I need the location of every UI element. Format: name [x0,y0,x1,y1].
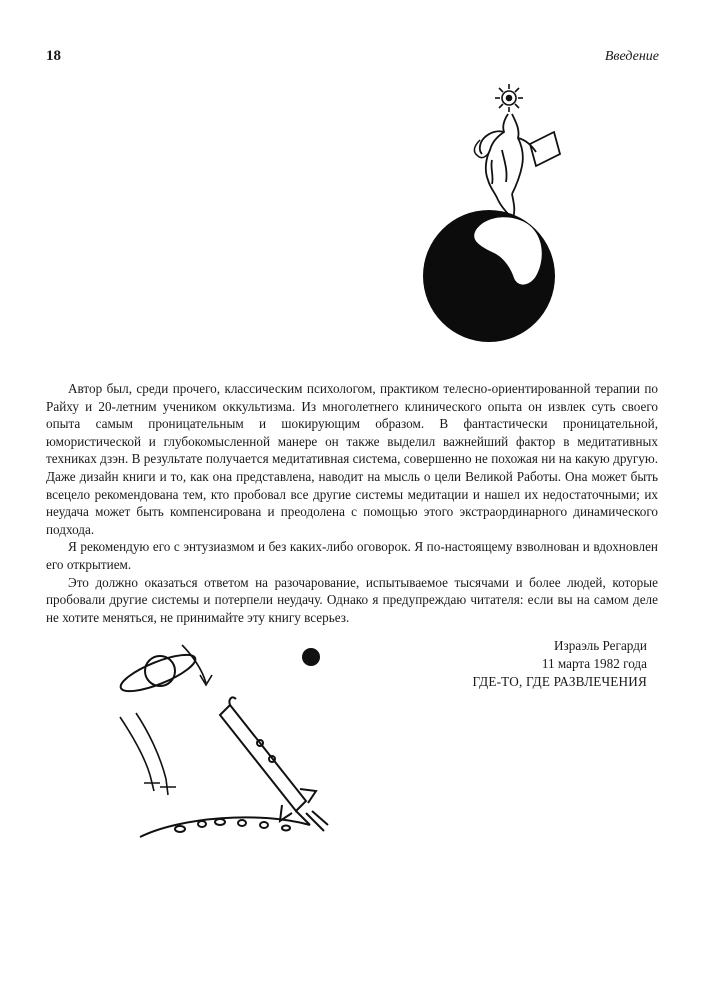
black-planet-icon [423,210,555,342]
rocket-icon [220,697,328,831]
body-text [46,380,658,626]
moon-surface-icon [140,817,310,837]
shooting-stars-icon [120,713,176,795]
paragraph-2: Я рекомендую его с энтузиазмом и без каких-либо оговорок. Я по-настоящему взволнован и вдохновлен его открытием. [46,539,658,572]
radiant-sun-icon [495,84,523,112]
page-number: 18 [46,48,61,64]
paragraph-3: Это должно оказаться ответом на разочарование, испытываемое тысячами и более людей, которые пробовали другие системы и потерпели неудачу. Однако я предупреждаю читателя: если вы на самом деле не хотите меняться, не принимайте эту книгу всерьез. [46,574,658,625]
signature-block [472,637,647,691]
small-moon-icon [302,648,320,666]
ringed-planet-icon [117,648,199,698]
rocket-and-planets-illustration [110,625,340,843]
figure-on-planet-illustration [412,80,577,360]
signature-author: Израэль Регарди [554,638,647,653]
running-head: Введение [604,49,659,64]
signature-date: 11 марта 1982 года [541,656,647,671]
signature-place: ГДЕ-ТО, ГДЕ РАЗВЛЕЧЕНИЯ [472,674,647,689]
paragraph-1: Автор был, среди прочего, классическим психологом, практиком телесно-ориентированной терапии по Райху и 20-летним учеником оккультизма. Из многолетнего клинического опыта он извлек суть своего опыта самым проницательным и шокирующим образом. В фантастически проницательной, юмористической и глубокомысленной манере он также выделил важнейший фактор в медитативных техниках дзэн. В результате получается медитативная система, совершенно не похожая ни на какую другую. Даже дизайн книги и то, как она представлена, наводит на мысль о цели Великой Работы. Она может быть всецело рекомендована тем, кто пробовал все другие системы медитации и нашел их недостаточными; их неудача может быть компенсирована и преодолена с помощью этого экстраординарного динамического подхода. [46,381,658,537]
shooting-star-icon [182,645,212,685]
figure-silhouette [480,114,536,220]
